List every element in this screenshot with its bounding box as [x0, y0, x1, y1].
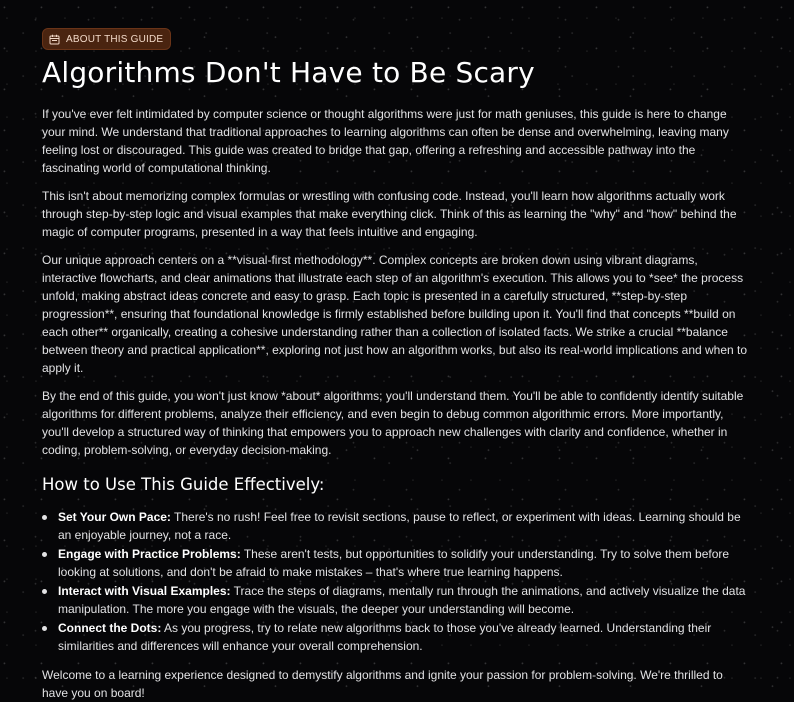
methodology-paragraph: Our unique approach centers on a **visual-first methodology**. Complex concepts are broken down using vibrant diagrams, interactive flowcharts, and clear animations that illustrate each step of an algorithm's execution. This allows you to *see* the process unfold, making abstract ideas concrete and easy to grasp. Each topic is presented in a carefully structured, **step-by-step progression**, ensuring that foundational knowledge is firmly established before building upon it. You'll find that concepts **build on each other** organically, creating a cohesive understanding rather than a collection of isolated facts. We strike a crucial **balance between theory and practical application**, exploring not just how an algorithm works, but also its real-world implications and when to apply it. — [42, 253, 748, 375]
about-guide-badge — [42, 28, 171, 50]
tip-text: There's no rush! Feel free to revisit sections, pause to reflect, or experiment with ideas. Learning should be an enjoyable journey, not a race. — [58, 510, 741, 542]
section-heading: How to Use This Guide Effectively: — [42, 475, 325, 494]
page-title: Algorithms Don't Have to Be Scary — [42, 56, 535, 89]
badge-label: ABOUT THIS GUIDE — [66, 33, 164, 45]
bullet-dot — [42, 626, 47, 631]
list-item — [42, 582, 752, 618]
list-item — [42, 545, 752, 581]
tip-title: Connect the Dots: — [58, 621, 162, 635]
tip-text: As you progress, try to relate new algorithms back to those you've already learned. Understanding their similarities and differences will enhance your overall comprehension. — [58, 621, 712, 653]
calendar-book-icon — [49, 34, 60, 45]
list-item — [42, 619, 752, 655]
intro-paragraph: If you've ever felt intimidated by computer science or thought algorithms were just for math geniuses, this guide is here to change your mind. We understand that traditional approaches to learning algorithms can often be dense and overwhelming, leaving many feeling lost or discouraged. This guide was created to bridge that gap, offering a refreshing and accessible pathway into the fascinating world of computational thinking. — [42, 107, 729, 175]
tip-title: Engage with Practice Problems: — [58, 547, 241, 561]
tip-title: Set Your Own Pace: — [58, 510, 171, 524]
tip-title: Interact with Visual Examples: — [58, 584, 231, 598]
tip-text: Trace the steps of diagrams, mentally run through the animations, and actively visualize the data manipulation. The more you engage with the visuals, the deeper your understanding will become. — [58, 584, 746, 616]
tips-list — [42, 508, 752, 655]
closing-paragraph: Welcome to a learning experience designed to demystify algorithms and ignite your passion for problem-solving. We're thrilled to have you on board! — [42, 668, 723, 700]
outcome-paragraph: By the end of this guide, you won't just know *about* algorithms; you'll understand them. You'll be able to confidently identify suitable algorithms for different problems, analyze their efficiency, and even begin to debug common algorithmic errors. More importantly, you'll develop a structured way of thinking that empowers you to approach new challenges with clarity and confidence, whether in coding, problem-solving, or everyday decision-making. — [42, 389, 744, 457]
bullet-dot — [42, 515, 47, 520]
bullet-dot — [42, 552, 47, 557]
bullet-dot — [42, 589, 47, 594]
approach-paragraph: This isn't about memorizing complex formulas or wrestling with confusing code. Instead, you'll learn how algorithms actually work through step-by-step logic and visual examples that make everything click. Think of this as learning the "why" and "how" behind the magic of computer programs, presented in a way that feels intuitive and engaging. — [42, 189, 737, 239]
tip-text: These aren't tests, but opportunities to solidify your understanding. Try to solve them before looking at solutions, and don't be afraid to make mistakes – that's where true learning happens. — [58, 547, 730, 579]
list-item — [42, 508, 752, 544]
